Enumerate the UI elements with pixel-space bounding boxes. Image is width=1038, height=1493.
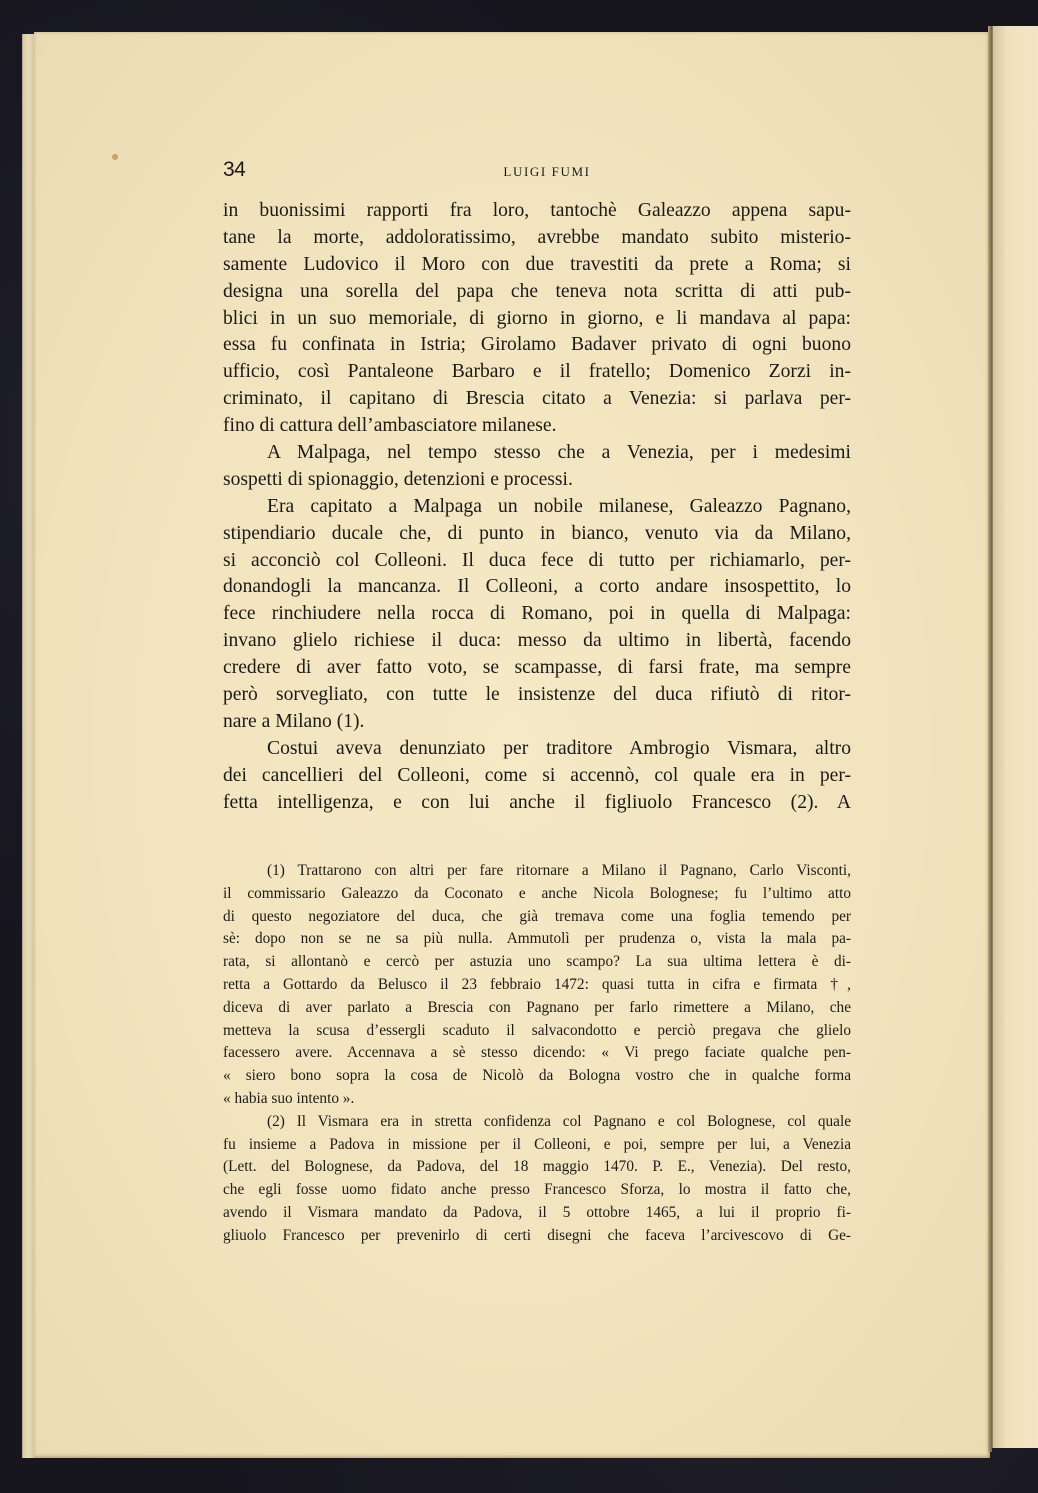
text-line: ufficio, così Pantaleone Barbaro e il fratello; Domenico Zorzi in- — [223, 361, 851, 383]
text-line: tane la morte, addoloratissimo, avrebbe mandato subito misterio- — [223, 226, 851, 248]
text-line: fino di cattura dell’ambasciatore milanese. — [223, 415, 557, 437]
text-line: Costui aveva denunziato per traditore Ambrogio Vismara, altro — [267, 737, 851, 759]
text-line: criminato, il capitano di Brescia citato a Venezia: si parlava per- — [223, 388, 851, 410]
text-line: donandogli la mancanza. Il Colleoni, a corto andare insospettito, lo — [223, 576, 851, 598]
footnote-2-line: avendo il Vismara mandato da Padova, il 5 ottobre 1465, a lui il proprio fi- — [223, 1203, 851, 1221]
facing-page-edge — [992, 26, 1038, 1448]
text-line: samente Ludovico il Moro con due travestiti da prete a Roma; si — [223, 253, 851, 275]
footnotes — [223, 860, 851, 1248]
footnote-1-line: facessero avere. Accennava a sè stesso dicendo: « Vi prego faciate qualche pen- — [223, 1044, 851, 1062]
footnote-1-line: diceva di aver parlato a Brescia con Pagnano per farlo rimettere a Milano, che — [223, 998, 851, 1016]
text-line: in buonissimi rapporti fra loro, tantochè Galeazzo appena sapu- — [223, 200, 851, 221]
text-line: blici in un suo memoriale, di giorno in giorno, e li mandava al papa: — [223, 307, 851, 329]
text-line: A Malpaga, nel tempo stesso che a Venezia, per i medesimi — [267, 442, 851, 464]
footnote-2-line: (Lett. del Bolognese, da Padova, del 18 maggio 1470. P. E., Venezia). Del resto, — [223, 1158, 851, 1176]
text-line: nare a Milano (1). — [223, 710, 365, 732]
page-number: 34 — [223, 158, 246, 181]
footnote-1-line: di questo negoziatore del duca, che già tremava come una foglia temendo per — [223, 907, 851, 925]
text-line: stipendiario ducale che, di punto in bianco, venuto via da Milano, — [223, 522, 851, 544]
text-line: designa una sorella del papa che teneva nota scritta di atti pub- — [223, 280, 851, 302]
text-line: dei cancellieri del Colleoni, come si accennò, col quale era in per- — [223, 764, 851, 786]
footnote-1-line: sè: dopo non se ne sa più nulla. Ammutolì per prudenza o, vista la mala pa- — [223, 930, 851, 948]
text-line: però sorvegliato, con tutte le insistenze del duca rifiutò di ritor- — [223, 684, 851, 706]
footnote-2-line: (2) Il Vismara era in stretta confidenza col Pagnano e col Bolognese, col quale — [267, 1112, 851, 1130]
footnote-2-line: che egli fosse uomo fidato anche presso Francesco Sforza, lo mostra il fatto che, — [223, 1181, 851, 1199]
text-line: Era capitato a Malpaga un nobile milanese, Galeazzo Pagnano, — [267, 495, 851, 517]
footnote-1-line: rata, si allontanò e cercò per astuzia uno scampo? La sua ultima lettera è di- — [223, 953, 851, 971]
footnote-1-line: (1) Trattarono con altri per fare ritornare a Milano il Pagnano, Carlo Visconti, — [267, 862, 851, 879]
footnote-2-line: gliuolo Francesco per prevenirlo di certi disegni che faceva l’arcivescovo di Ge- — [223, 1226, 851, 1244]
footnote-2-line: fu insieme a Padova in missione per il Colleoni, e poi, sempre per lui, a Venezia — [223, 1135, 851, 1153]
running-head: LUIGI FUMI — [503, 164, 591, 179]
footnote-1-line: retta a Gottardo da Belusco il 23 febbraio 1472: quasi tutta in cifra e firmata †, — [223, 975, 851, 993]
footnote-1-line: il commissario Galeazzo da Coconato e anche Nicola Bolognese; fu l’ultimo atto — [223, 884, 851, 902]
page-header — [223, 158, 851, 188]
text-line: essa fu confinata in Istria; Girolamo Badaver privato di ogni buono — [223, 334, 851, 356]
text-line: invano glielo richiese il duca: messo da ultimo in libertà, facendo — [223, 630, 851, 652]
paper-stain — [112, 154, 118, 160]
footnote-1-line: metteva la scusa d’essergli scaduto il salvacondotto e perciò pregava che glielo — [223, 1021, 851, 1039]
main-text — [223, 198, 851, 816]
text-line: credere di aver fatto voto, se scampasse, di farsi frate, ma sempre — [223, 657, 851, 679]
text-line: si acconciò col Colleoni. Il duca fece di tutto per richiamarlo, per- — [223, 549, 851, 571]
footnote-1-line: « siero bono sopra la cosa de Nicolò da Bologna vostro che in qualche forma — [223, 1067, 851, 1085]
text-line: fece rinchiudere nella rocca di Romano, poi in quella di Malpaga: — [223, 603, 851, 625]
text-line: sospetti di spionaggio, detenzioni e processi. — [223, 468, 573, 490]
text-line: fetta intelligenza, e con lui anche il figliuolo Francesco (2). A — [223, 791, 851, 813]
footnote-1-line: « habia suo intento ». — [223, 1089, 355, 1107]
